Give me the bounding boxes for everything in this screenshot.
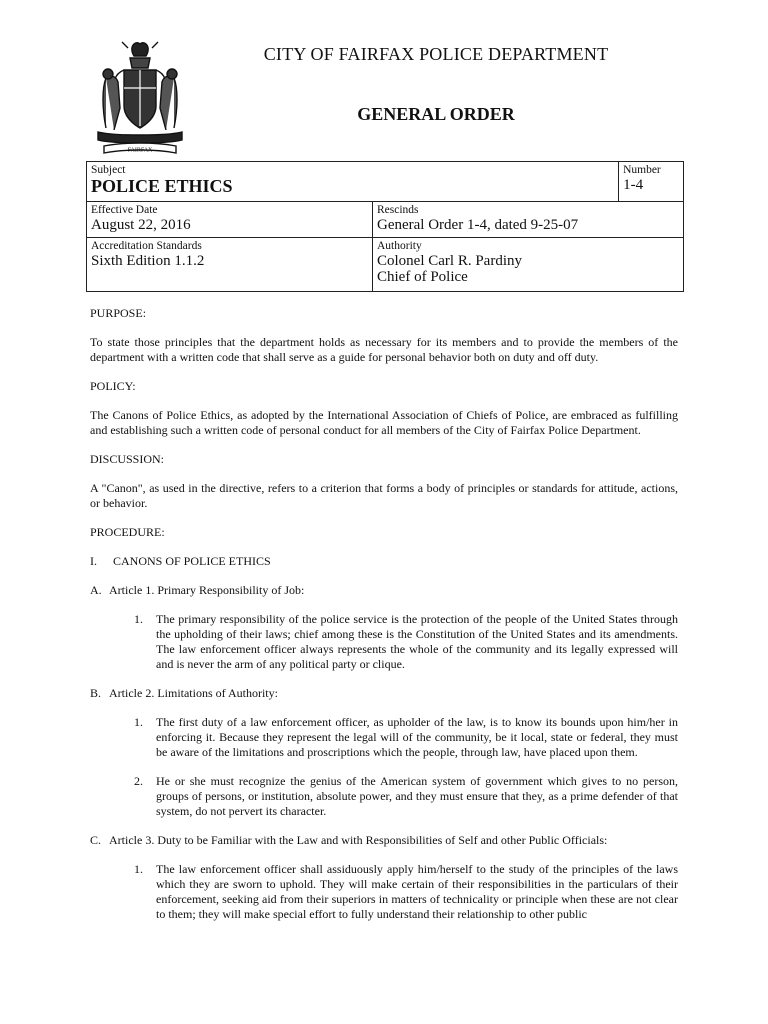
authority-cell: [373, 238, 684, 292]
rescinds-label: Rescinds: [377, 204, 419, 216]
article-3-heading: [90, 833, 678, 848]
discussion-text: A "Canon", as used in the directive, refers to a criterion that forms a body of principles or standards for attitude, actions, or behavior.: [90, 481, 678, 510]
department-name: CITY OF FAIRFAX POLICE DEPARTMENT: [263, 44, 609, 64]
seal-banner-text: FAIRFAX: [127, 147, 153, 154]
policy-heading: POLICY:: [90, 379, 136, 393]
policy-text: The Canons of Police Ethics, as adopted by the International Association of Chiefs of Police, are embraced as fulfilling and establishing such a written code of personal conduct for all members of the City of Fairfax Police Department.: [90, 408, 678, 437]
accreditation-label: Accreditation Standards: [91, 240, 202, 252]
item-number: 1.: [134, 862, 143, 876]
article-title: Article 1. Primary Responsibility of Job:: [109, 583, 305, 597]
discussion-heading: DISCUSSION:: [90, 452, 165, 466]
item-text: He or she must recognize the genius of the American system of government which gives to no person, groups of persons, or institution, absolute power, and they must ensure that they, as a prime defender of that system, do not pervert its character.: [156, 774, 678, 818]
number-label: Number: [623, 164, 661, 176]
order-info-table: [86, 161, 684, 292]
procedure-heading: PROCEDURE:: [90, 525, 165, 539]
authority-label: Authority: [377, 240, 422, 252]
item-number: 1.: [134, 612, 143, 626]
item-text: The primary responsibility of the police service is the protection of the people of the United States through the upholding of their laws; chief among these is the Constitution of the United States and its amendments. The law enforcement officer always represents the whole of the community and its legally expressed will and is never the arm of any political party or clique.: [156, 612, 678, 671]
effective-date-label: Effective Date: [91, 204, 158, 216]
procedure-section-title: [90, 554, 678, 569]
authority-name: Colonel Carl R. Pardiny: [377, 252, 522, 269]
item-text: The law enforcement officer shall assiduously apply him/herself to the study of the principles of the laws which they are sworn to uphold. They will make certain of their responsibilities in the particulars of their enforcement, seeking aid from their superiors in matters of technicality or principle when these are not clear to them; they will make special effort to fully understand their relationship to other public: [156, 862, 678, 921]
list-item: [134, 715, 678, 760]
purpose-heading: PURPOSE:: [90, 306, 147, 320]
purpose-text: To state those principles that the department holds as necessary for its members and to provide the members of the department with a written code that shall serve as a guide for personal behavior both on duty and off duty.: [90, 335, 678, 364]
accreditation-value: Sixth Edition 1.1.2: [91, 252, 205, 269]
city-seal-graphic: [84, 38, 196, 156]
article-1-heading: [90, 583, 678, 598]
document-body: [90, 306, 678, 936]
rescinds-value: General Order 1-4, dated 9-25-07: [377, 216, 579, 233]
effective-date-cell: [87, 202, 373, 238]
article-2-heading: [90, 686, 678, 701]
article-letter: B.: [90, 686, 102, 700]
article-title: Article 3. Duty to be Familiar with the Law and with Responsibilities of Self and other Public Officials:: [109, 833, 608, 847]
item-text: The first duty of a law enforcement officer, as upholder of the law, is to know its bounds upon him/her in enforcing it. Because they represent the legal will of the community, be it local, state or federal, they must be aware of the limitations and proscriptions which the people, through law, have placed upon them.: [156, 715, 678, 759]
order-type-title: GENERAL ORDER: [357, 104, 515, 124]
authority-title: Chief of Police: [377, 269, 468, 286]
subject-cell: [87, 162, 619, 202]
section-number: I.: [90, 554, 97, 568]
number-cell: [619, 162, 684, 202]
rescinds-cell: [373, 202, 684, 238]
effective-date-value: August 22, 2016: [91, 216, 191, 233]
list-item: [134, 862, 678, 922]
item-number: 2.: [134, 774, 143, 788]
number-value: 1-4: [623, 176, 644, 193]
subject-value: POLICE ETHICS: [91, 175, 233, 196]
article-title: Article 2. Limitations of Authority:: [109, 686, 278, 700]
city-seal-icon: [84, 38, 196, 156]
article-letter: A.: [90, 583, 102, 597]
item-number: 1.: [134, 715, 143, 729]
list-item: [134, 612, 678, 672]
accreditation-cell: [87, 238, 373, 292]
section-title: CANONS OF POLICE ETHICS: [113, 554, 271, 568]
article-letter: C.: [90, 833, 102, 847]
list-item: [134, 774, 678, 819]
subject-label: Subject: [91, 164, 126, 176]
